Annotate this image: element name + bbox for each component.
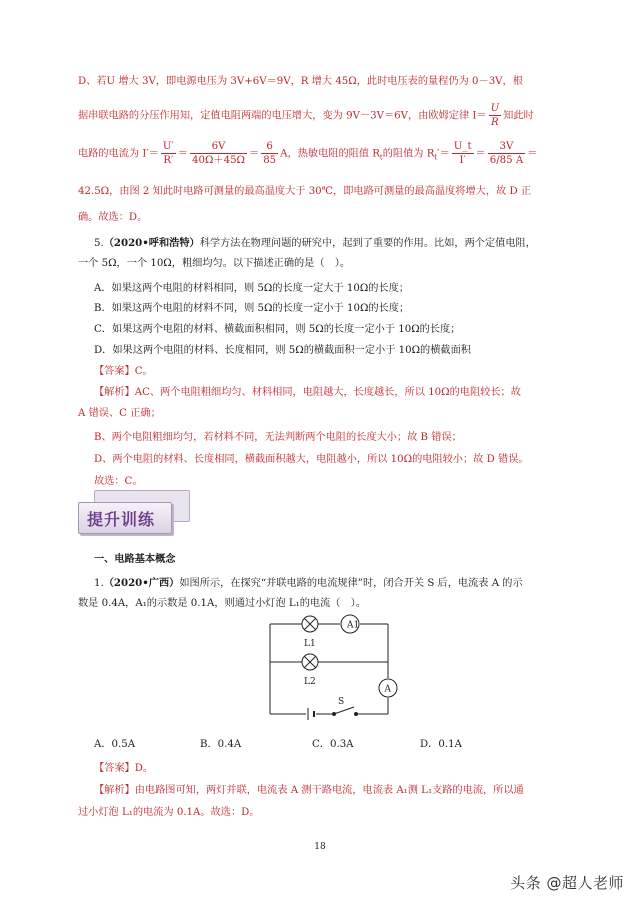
fraction: $\frac{3V}{6/85 A}$ [489,141,524,166]
answer: 【答案】D。 [94,763,154,774]
solution-line: 确。故选：D。 [78,212,148,223]
fraction: $\frac{U'}{R'}$ [162,141,174,166]
question-1-stem-cont: 数是 0.4A，A₁的示数是 0.1A，则通过小灯泡 L₁的电流（ ）。 [78,598,366,609]
circuit-diagram [262,612,402,722]
lamp-l1-label: L1 [304,639,316,649]
solution-line: 电路的电流为 I′＝ $\frac{U'}{R'}$ ＝ $\frac{6V}{40\Omega+45\Omega}$ ＝ $\frac{6}{85}$ A，热敏电阻的阻值 $R_t$的阻值为 $R_t'=$ $\frac{U\_t}{I'}$ ＝ $\frac{3V}{6/85 A}$ ＝ [78,141,538,166]
analysis-line: 【解析】AC、两个电阻粗细均匀、材料相同，电阻越大，长度越长，所以 10Ω的电阻较长；故 [94,387,521,398]
choice-a: A．如果这两个电阻的材料相同，则 5Ω的长度一定大于 10Ω的长度； [94,283,410,294]
choice-a: A．0.5A [94,739,136,750]
choice-d: D．0.1A [420,739,462,750]
choice-d: D．如果这两个电阻的材料、长度相同，则 5Ω的横截面积一定小于 10Ω的横截面积 [94,345,471,356]
analysis-line: A 错误、C 正确； [78,408,161,419]
ammeter-a-icon [379,679,397,697]
solution-line: 据串联电路的分压作用知，定值电阻两端的电压增大，变为 9V－3V＝6V，由欧姆定律 I＝ $\frac{U}{R}$ 知此时 [78,103,534,128]
analysis-line: D、两个电阻的材料、长度相同，横截面积越大，电阻越小，所以 10Ω的电阻较小；故 D 错误。 [94,454,529,465]
fraction: $\frac{U\_t}{I'}$ [453,141,472,166]
watermark [510,872,624,893]
fraction: $\frac{U}{R}$ [490,103,500,128]
lamp-l1-icon [302,616,318,632]
fraction: $\frac{6V}{40\Omega+45\Omega}$ [191,141,245,166]
watermark-handle: @超人老师 [546,874,624,892]
ammeter-a-label: A [384,684,391,695]
choice-c: C．如果这两个电阻的材料、横截面积相同，则 5Ω的长度一定小于 10Ω的长度； [94,324,461,335]
page-number: 18 [314,842,326,852]
section-banner [78,490,188,534]
question-5-stem-cont: 一个 5Ω，一个 10Ω，粗细均匀。以下描述正确的是（ ）。 [78,258,351,269]
question-1-stem: 1.（2020•广西）如图所示，在探究“并联电路的电流规律”时，闭合开关 S 后，电流表 A 的示 [94,577,523,589]
switch-label: S [338,697,345,707]
analysis-line: 故选：C。 [94,476,143,487]
solution-line: 42.5Ω，由图 2 知此时电路可测量的最高温度大于 30℃，即电路可测量的最高温度将增大，故 D 正 [78,186,532,197]
analysis-line: B、两个电阻粗细均匀，若材料不同，无法判断两个电阻的长度大小；故 B 错误； [94,432,462,443]
choice-b: B．如果这两个电阻的材料不同，则 5Ω的长度一定小于 10Ω的长度； [94,303,410,314]
question-5-stem: 5.（2020•呼和浩特）科学方法在物理问题的研究中，起到了重要的作用。比如，两个定值电阻， [94,237,536,249]
banner-title: 提升训练 [87,510,156,529]
analysis-line: 过小灯泡 L₁的电流为 0.1A。故选：D。 [78,807,260,818]
fraction: $\frac{6}{85}$ [263,141,277,166]
watermark-prefix: 头条 [510,874,542,892]
solution-line: D、若U 增大 3V，即电源电压为 3V+6V＝9V，R 增大 45Ω，此时电压表的量程仍为 0－3V，根 [78,76,523,87]
lamp-l2-icon [302,654,318,670]
choice-c: C．0.3A [312,739,354,750]
analysis-line: 【解析】由电路图可知，两灯并联，电流表 A 测干路电流，电流表 A₁测 L₁支路的电流，所以通 [94,785,524,796]
choice-b: B．0.4A [200,739,242,750]
lamp-l2-label: L2 [304,677,316,687]
answer: 【答案】C。 [94,366,153,377]
ammeter-a1-icon [341,615,359,633]
ammeter-a1-label: A1 [347,620,360,631]
section-heading: 一、电路基本概念 [94,553,176,565]
